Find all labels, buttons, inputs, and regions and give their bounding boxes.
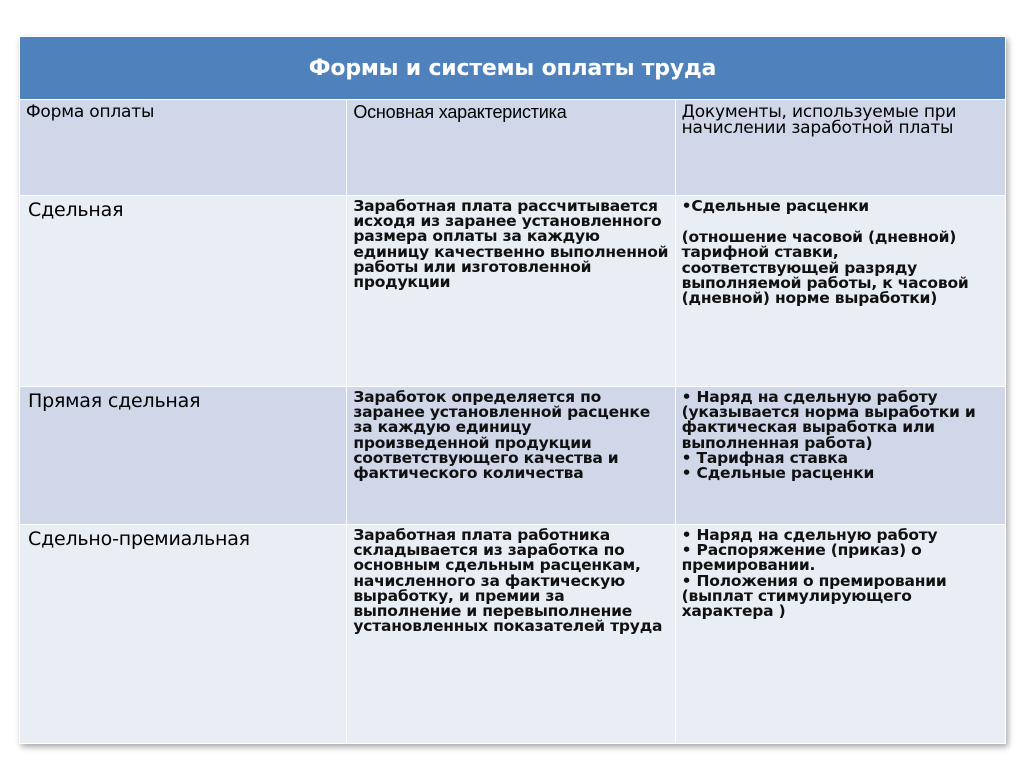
form-name: Сдельная: [28, 199, 124, 221]
characteristic-text: Заработная плата работника складывается из заработка по основным сдельным расценкам, начисленного за фактическую выработку, и премии за выполнение и перевыполнение установленных показателей труда: [353, 526, 663, 636]
documents-list: [676, 525, 1005, 619]
characteristic-cell: [347, 525, 675, 744]
characteristic-cell: [347, 196, 675, 387]
payment-forms-table: [19, 36, 1006, 744]
header-documents: Документы, используемые при начислении заработной платы: [681, 102, 957, 138]
header-characteristic: Основная характеристика: [353, 102, 567, 122]
document-item: • Положения о премировании (выплат стимулирующего характера ): [681, 571, 947, 621]
documents-cell: [675, 525, 1005, 744]
table-row: [20, 387, 1006, 525]
document-item: • Распоряжение (приказ) о премировании.: [681, 541, 922, 575]
table-title: Формы и системы оплаты труда: [20, 37, 1006, 100]
document-item: •Сдельные расценки: [681, 197, 869, 215]
form-name: Сдельно-премиальная: [28, 528, 250, 550]
document-item: • Наряд на сдельную работу: [681, 526, 938, 544]
header-characteristic-cell: [347, 100, 675, 196]
document-item: • Наряд на сдельную работу (указывается норма выработки и фактическая выработка или выполненная работа): [681, 388, 976, 452]
header-form: Форма оплаты: [26, 102, 155, 122]
header-form-cell: [20, 100, 347, 196]
characteristic-text: Заработок определяется по заранее установленной расценке за каждую единицу произведенной продукции соответствующего качества и фактического количества: [353, 388, 651, 483]
form-cell: [20, 196, 347, 387]
header-documents-cell: [675, 100, 1005, 196]
form-name: Прямая сдельная: [28, 390, 201, 412]
documents-list: [676, 387, 1005, 481]
documents-cell: [675, 387, 1005, 525]
characteristic-text: Заработная плата рассчитывается исходя из заранее установленного размера оплаты за каждую единицу качественно выполненной работы или изготовленной продукции: [353, 197, 669, 292]
documents-cell: [675, 196, 1005, 387]
characteristic-cell: [347, 387, 675, 525]
documents-list: [676, 196, 1005, 306]
document-item: • Сдельные расценки: [681, 464, 875, 483]
header-row: [20, 100, 1006, 196]
document-item: • Тарифная ставка: [681, 448, 848, 467]
form-cell: [20, 387, 347, 525]
form-cell: [20, 525, 347, 744]
document-item: (отношение часовой (дневной) тарифной ставки, соответствующей разряду выполняемой работы, к часовой (дневной) норме выработки): [681, 228, 969, 308]
table-row: [20, 196, 1006, 387]
table-row: [20, 525, 1006, 744]
